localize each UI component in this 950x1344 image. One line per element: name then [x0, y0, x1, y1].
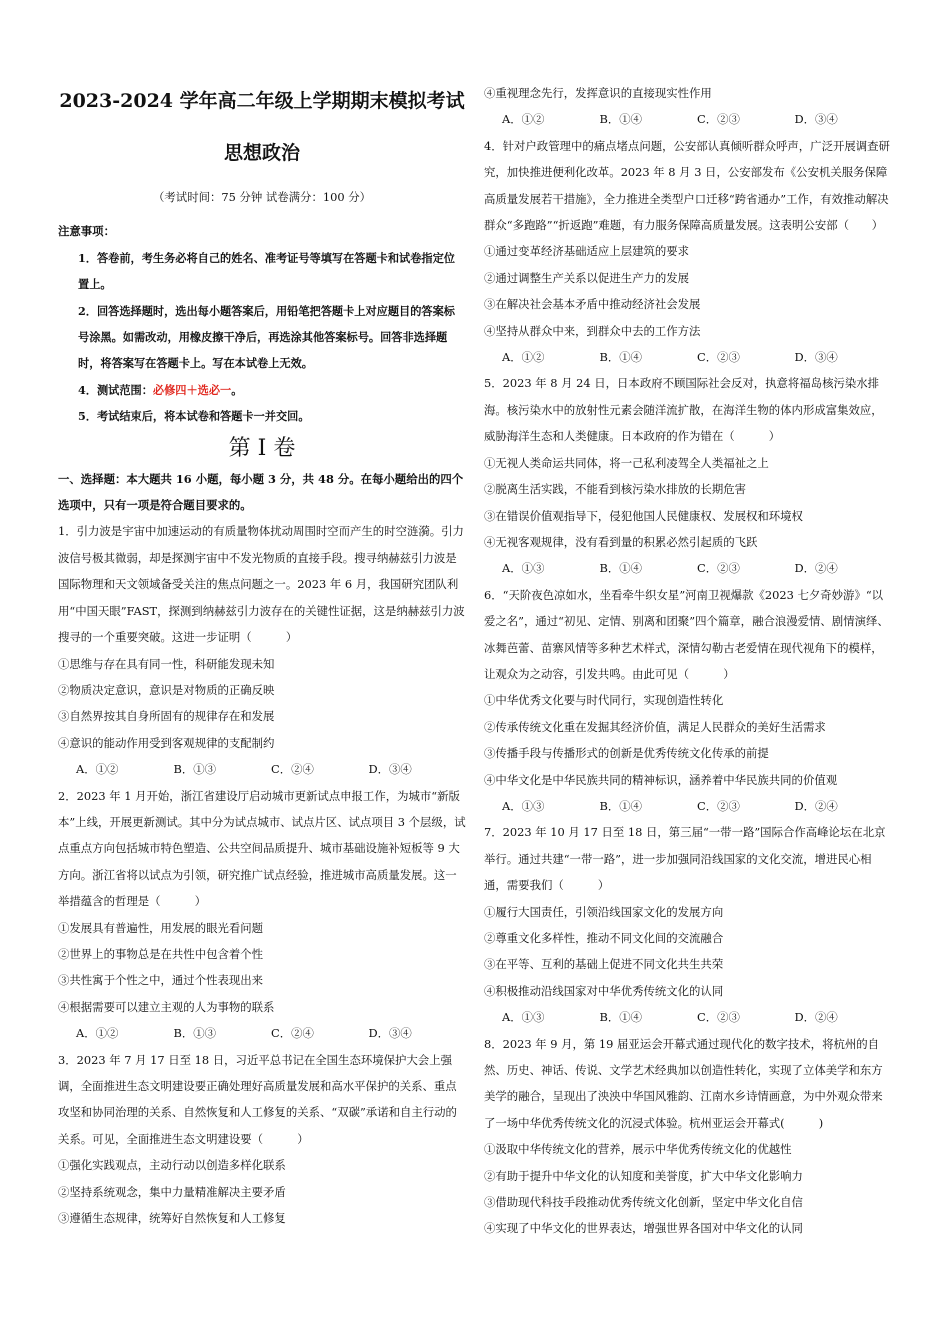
choice-b: B．①④ — [599, 350, 643, 365]
question-8-option: ①汲取中华传统文化的营养，展示中华优秀传统文化的优越性 — [484, 1142, 792, 1157]
left-column — [58, 0, 466, 1231]
volume-heading: 第 I 卷 — [228, 435, 296, 461]
question-7-option: ②尊重文化多样性，推动不同文化间的交流融合 — [484, 931, 724, 945]
question-3-option: ①强化实践观点，主动行动以创造多样化联系 — [58, 1158, 286, 1173]
choice-c: C．②③ — [697, 350, 740, 365]
question-6-stem: 6．“天阶夜色凉如水，坐看牵牛织女星”河南卫视爆款《2023 七夕奇妙游》“以爱之名”，通过“初见、定情、别离和团聚”四个篇章，融合浪漫爱情、剧情演绎、冰舞芭蕾、苗寨风情等多种艺术样式，深情勾勒古老爱情在现代视角下的模样，让观众为之动容，引发共鸣。由此可见（ ） — [484, 587, 889, 681]
choice-c: C．②③ — [697, 561, 740, 576]
question-3-option: ④重视理念先行，发挥意识的直接现实性作用 — [484, 86, 712, 100]
choice-c: C．②③ — [697, 798, 740, 813]
choice-d: D．②④ — [794, 561, 838, 576]
choice-d: D．②④ — [794, 798, 838, 813]
question-3-option: ③遵循生态规律，统筹好自然恢复和人工修复 — [58, 1211, 286, 1226]
question-5-option: ④无视客观规律，没有看到量的积累必然引起质的飞跃 — [484, 534, 758, 549]
choice-a: A．①③ — [502, 1010, 545, 1025]
choice-a: A．①② — [502, 350, 545, 365]
question-8-option: ④实现了中华文化的世界表达，增强世界各国对中华文化的认同 — [484, 1221, 803, 1236]
question-5-option: ①无视人类命运共同体，将一己私利凌驾全人类福祉之上 — [484, 455, 769, 470]
question-7-option: ③在平等、互利的基础上促进不同文化共生共荣 — [484, 957, 724, 972]
question-5-option: ②脱离生活实践，不能看到核污染水排放的长期危害 — [484, 482, 746, 497]
question-5-option: ③在错误价值观指导下，侵犯他国人民健康权、发展权和环境权 — [484, 508, 803, 523]
question-8-option: ②有助于提升中华文化的认知度和美誉度，扩大中华文化影响力 — [484, 1168, 803, 1183]
right-column — [484, 80, 892, 1242]
question-2-choices — [58, 1020, 466, 1046]
choice-a: A．①② — [76, 1026, 119, 1041]
question-2-option: ①发展具有普遍性，用发展的眼光看问题 — [58, 920, 264, 935]
choice-c: C．②④ — [271, 1026, 314, 1041]
question-7-choices — [484, 1004, 892, 1030]
choice-b: B．①④ — [599, 1010, 643, 1025]
section-heading: 一、选择题：本大题共 16 小题，每小题 3 分，共 48 分。在每小题给出的四个选项中，只有一项是符合题目要求的。 — [58, 471, 464, 513]
choice-c: C．②③ — [697, 1010, 740, 1025]
question-4-stem: 4．针对户政管理中的痛点堵点问题，公安部认真倾听群众呼声，广泛开展调查研究，加快推进便利化改革。2023 年 8 月 3 日，公安部发布《公安机关服务保障高质量发展若干措施》，全力推进全类型户口迁移“跨省通办”工作，有效推动解决群众“多跑路”“折返跑”难题，有力服务保障高质量发展。这表明公安部（ ） — [484, 138, 890, 233]
question-7-option: ①履行大国责任，引领沿线国家文化的发展方向 — [484, 904, 724, 919]
question-3-choices — [484, 106, 892, 132]
question-8-stem: 8．2023 年 9 月，第 19 届亚运会开幕式通过现代化的数字技术，将杭州的自然、历史、神话、传说、文学艺术经典加以创造性转化，实现了立体美学和东方美学的融合，呈现出了泱泱中华国风雅韵、江南水乡诗情画意，为中外观众带来了一场中华优秀传统文化的沉浸式体验。杭州亚运会开幕式( ) — [484, 1036, 883, 1130]
question-6-choices — [484, 793, 892, 819]
question-2-option: ②世界上的事物总是在共性中包含着个性 — [58, 946, 264, 961]
question-2-option: ④根据需要可以建立主观的人为事物的联系 — [58, 999, 275, 1014]
question-1-option: ④意识的能动作用受到客观规律的支配制约 — [58, 735, 275, 750]
question-6-option: ①中华优秀文化要与时代同行，实现创造性转化 — [484, 693, 724, 708]
exam-info: （考试时间：75 分钟 试卷满分：100 分） — [153, 190, 371, 204]
choice-d: D．③④ — [794, 112, 838, 127]
question-1-option: ①思维与存在具有同一性，科研能发现未知 — [58, 656, 275, 671]
choice-c: C．②③ — [697, 112, 740, 127]
notice-heading: 注意事项： — [58, 224, 115, 239]
question-5-choices — [484, 555, 892, 581]
question-6-option: ④中华文化是中华民族共同的精神标识，涵养着中华民族共同的价值观 — [484, 772, 838, 787]
question-5-stem: 5．2023 年 8 月 24 日，日本政府不顾国际社会反对，执意将福岛核污染水排海。核污染水中的放射性元素会随洋流扩散，在海洋生物的体内形成富集效应，威胁海洋生态和人类健康。日本政府的作为错在（ ） — [484, 376, 883, 444]
question-3-stem: 3．2023 年 7 月 17 日至 18 日，习近平总书记在全国生态环境保护大会上强调，全面推进生态文明建设要正确处理好高质量发展和高水平保护的关系、重点攻坚和协同治理的关系、自然恢复和人工修复的关系、“双碳”承诺和自主行动的关系。可见，全面推进生态文明建设要（ ） — [58, 1052, 457, 1146]
choice-b: B．①④ — [599, 112, 643, 127]
question-1-option: ②物质决定意识，意识是对物质的正确反映 — [58, 682, 275, 697]
choice-a: A．①② — [502, 112, 545, 127]
notice-item-1: 1．答卷前，考生务必将自己的姓名、准考证号等填写在答题卡和试卷指定位置上。 — [78, 250, 455, 292]
notice-item-4 — [58, 377, 466, 403]
choice-b: B．①④ — [599, 798, 643, 813]
question-1-stem: 1．引力波是宇宙中加速运动的有质量物体扰动周围时空而产生的时空涟漪。引力波信号极其微弱，却是探测宇宙中不发光物质的直接手段。搜寻纳赫兹引力波是国际物理和天文领域备受关注的焦点问题之一。2023 年 6 月，我国研究团队利用“中国天眼”FAST，探测到纳赫兹引力波存在的关键性证据，这是纳赫兹引力波搜寻的一个重要突破。这进一步证明（ ） — [58, 524, 465, 645]
notice-item-4-suffix: 。 — [231, 382, 243, 397]
notice-item-4-prefix: 4．测试范围： — [78, 382, 153, 397]
choice-a: A．①③ — [502, 561, 545, 576]
notice-item-5: 5．考试结束后，将本试卷和答题卡一并交回。 — [78, 409, 310, 424]
notice-item-2: 2．回答选择题时，选出每小题答案后，用铅笔把答题卡上对应题目的答案标号涂黑。如需改动，用橡皮擦干净后，再选涂其他答案标号。回答非选择题时，将答案写在答题卡上。写在本试卷上无效。 — [78, 303, 455, 371]
choice-b: B．①③ — [173, 1026, 217, 1041]
choice-b: B．①③ — [173, 762, 217, 777]
question-4-option: ④坚持从群众中来，到群众中去的工作方法 — [484, 323, 701, 338]
test-scope: 必修四＋选必一 — [152, 382, 232, 397]
subject-title: 思想政治 — [223, 142, 300, 164]
choice-d: D．③④ — [794, 350, 838, 365]
choice-d: D．③④ — [368, 1026, 412, 1041]
choice-a: A．①② — [76, 762, 119, 777]
question-8-option: ③借助现代科技手段推动优秀传统文化创新，坚定中华文化自信 — [484, 1195, 803, 1210]
question-2-option: ③共性寓于个性之中，通过个性表现出来 — [58, 973, 264, 988]
question-2-stem: 2．2023 年 1 月开始，浙江省建设厅启动城市更新试点申报工作，为城市“新版本”上线，开展更新测试。其中分为试点城市、试点片区、试点项目 3 个层级，试点重点方向包括城市特色塑造、公共空间品质提升、城市基础设施补短板等 9 大方向。浙江省将以试点为引领，研究推广试点经验，推进城市高质量发展。这一举措蕴含的哲理是（ ） — [58, 788, 466, 909]
question-7-option: ④积极推动沿线国家对中华优秀传统文化的认同 — [484, 983, 724, 998]
question-4-choices — [484, 344, 892, 370]
question-6-option: ②传承传统文化重在发掘其经济价值，满足人民群众的美好生活需求 — [484, 719, 826, 734]
question-3-option: ②坚持系统观念，集中力量精准解决主要矛盾 — [58, 1184, 286, 1199]
question-7-stem: 7．2023 年 10 月 17 日至 18 日，第三届“一带一路”国际合作高峰论坛在北京举行。通过共建“一带一路”，进一步加强同沿线国家的文化交流，增进民心相通，需要我们（ ） — [484, 825, 886, 893]
choice-c: C．②④ — [271, 762, 314, 777]
page-title: 2023-2024 学年高二年级上学期期末模拟考试 — [59, 90, 465, 112]
choice-d: D．②④ — [794, 1010, 838, 1025]
question-1-choices — [58, 756, 466, 782]
choice-d: D．③④ — [368, 762, 412, 777]
choice-b: B．①④ — [599, 561, 643, 576]
question-4-option: ②通过调整生产关系以促进生产力的发展 — [484, 270, 690, 285]
question-1-option: ③自然界按其自身所固有的规律存在和发展 — [58, 709, 275, 724]
question-4-option: ③在解决社会基本矛盾中推动经济社会发展 — [484, 297, 701, 312]
choice-a: A．①③ — [502, 798, 545, 813]
question-4-option: ①通过变革经济基础适应上层建筑的要求 — [484, 244, 690, 259]
question-6-option: ③传播手段与传播形式的创新是优秀传统文化传承的前提 — [484, 746, 769, 761]
